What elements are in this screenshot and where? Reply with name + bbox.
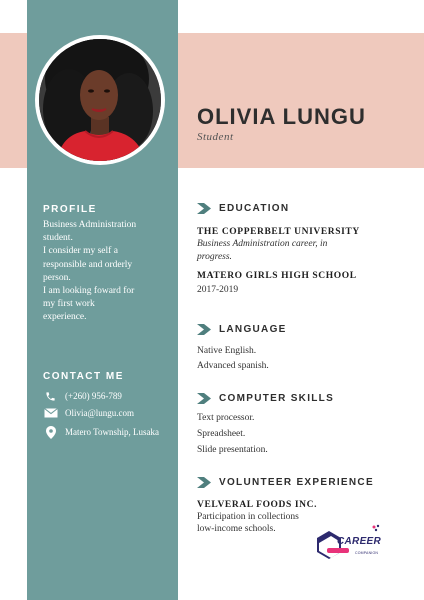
language-item: Advanced spanish. — [197, 361, 269, 371]
school-detail: progress. — [197, 252, 232, 262]
volunteer-detail: Participation in collections — [197, 512, 299, 522]
profile-line: student. — [43, 233, 73, 244]
profile-line: I am looking foward for — [43, 286, 135, 297]
street-address: Matero Township, Lusaka — [65, 427, 159, 437]
skill-item: Text processor. — [197, 413, 255, 423]
profile-photo — [39, 39, 161, 161]
chevron-right-icon — [197, 477, 211, 488]
contact-heading: CONTACT ME — [43, 371, 124, 382]
logo-subtitle: COMPANION — [355, 551, 379, 555]
organization-name: VELVERAL FOODS INC. — [197, 500, 318, 510]
phone-icon — [43, 390, 58, 402]
chevron-right-icon — [197, 393, 211, 404]
school-name: THE COPPERBELT UNIVERSITY — [197, 227, 360, 237]
location-pin-icon — [43, 426, 58, 438]
education-heading: EDUCATION — [219, 203, 290, 214]
profile-line: I consider my self a — [43, 246, 118, 257]
school-detail: Business Administration career, in — [197, 239, 328, 249]
profile-heading: PROFILE — [43, 204, 97, 215]
volunteer-section-heading — [197, 477, 374, 488]
profile-line: person. — [43, 272, 71, 283]
candidate-name: OLIVIA LUNGU — [197, 104, 366, 129]
profile-line: Business Administration — [43, 220, 137, 230]
skill-item: Spreadsheet. — [197, 429, 246, 439]
profile-text — [43, 219, 175, 325]
phone-number: (+260) 956-789 — [65, 391, 122, 401]
volunteer-detail: low-income schools. — [197, 524, 276, 534]
portrait-illustration — [39, 39, 161, 161]
school-name: MATERO GIRLS HIGH SCHOOL — [197, 271, 357, 281]
skill-item: Slide presentation. — [197, 445, 268, 455]
contact-email — [43, 407, 134, 419]
profile-line: experience. — [43, 312, 87, 323]
computer-skills-section-heading — [197, 393, 334, 404]
chevron-right-icon — [197, 203, 211, 214]
chevron-right-icon — [197, 324, 211, 335]
profile-line: responsible and orderly — [43, 259, 133, 270]
contact-address — [43, 426, 159, 438]
volunteer-heading: VOLUNTEER EXPERIENCE — [219, 477, 374, 488]
logo-wordmark: CAREER — [337, 536, 382, 547]
contact-phone — [43, 390, 122, 402]
language-section-heading — [197, 324, 287, 335]
education-section-heading — [197, 203, 289, 214]
profile-line: my first work — [43, 299, 95, 310]
language-heading: LANGUAGE — [219, 324, 287, 335]
computer-skills-heading: COMPUTER SKILLS — [219, 393, 335, 404]
school-years: 2017-2019 — [197, 285, 239, 295]
envelope-icon — [43, 407, 58, 419]
email-address: Olivia@lungu.com — [65, 408, 135, 418]
language-item: Native English. — [197, 346, 257, 356]
candidate-role: Student — [197, 131, 234, 143]
